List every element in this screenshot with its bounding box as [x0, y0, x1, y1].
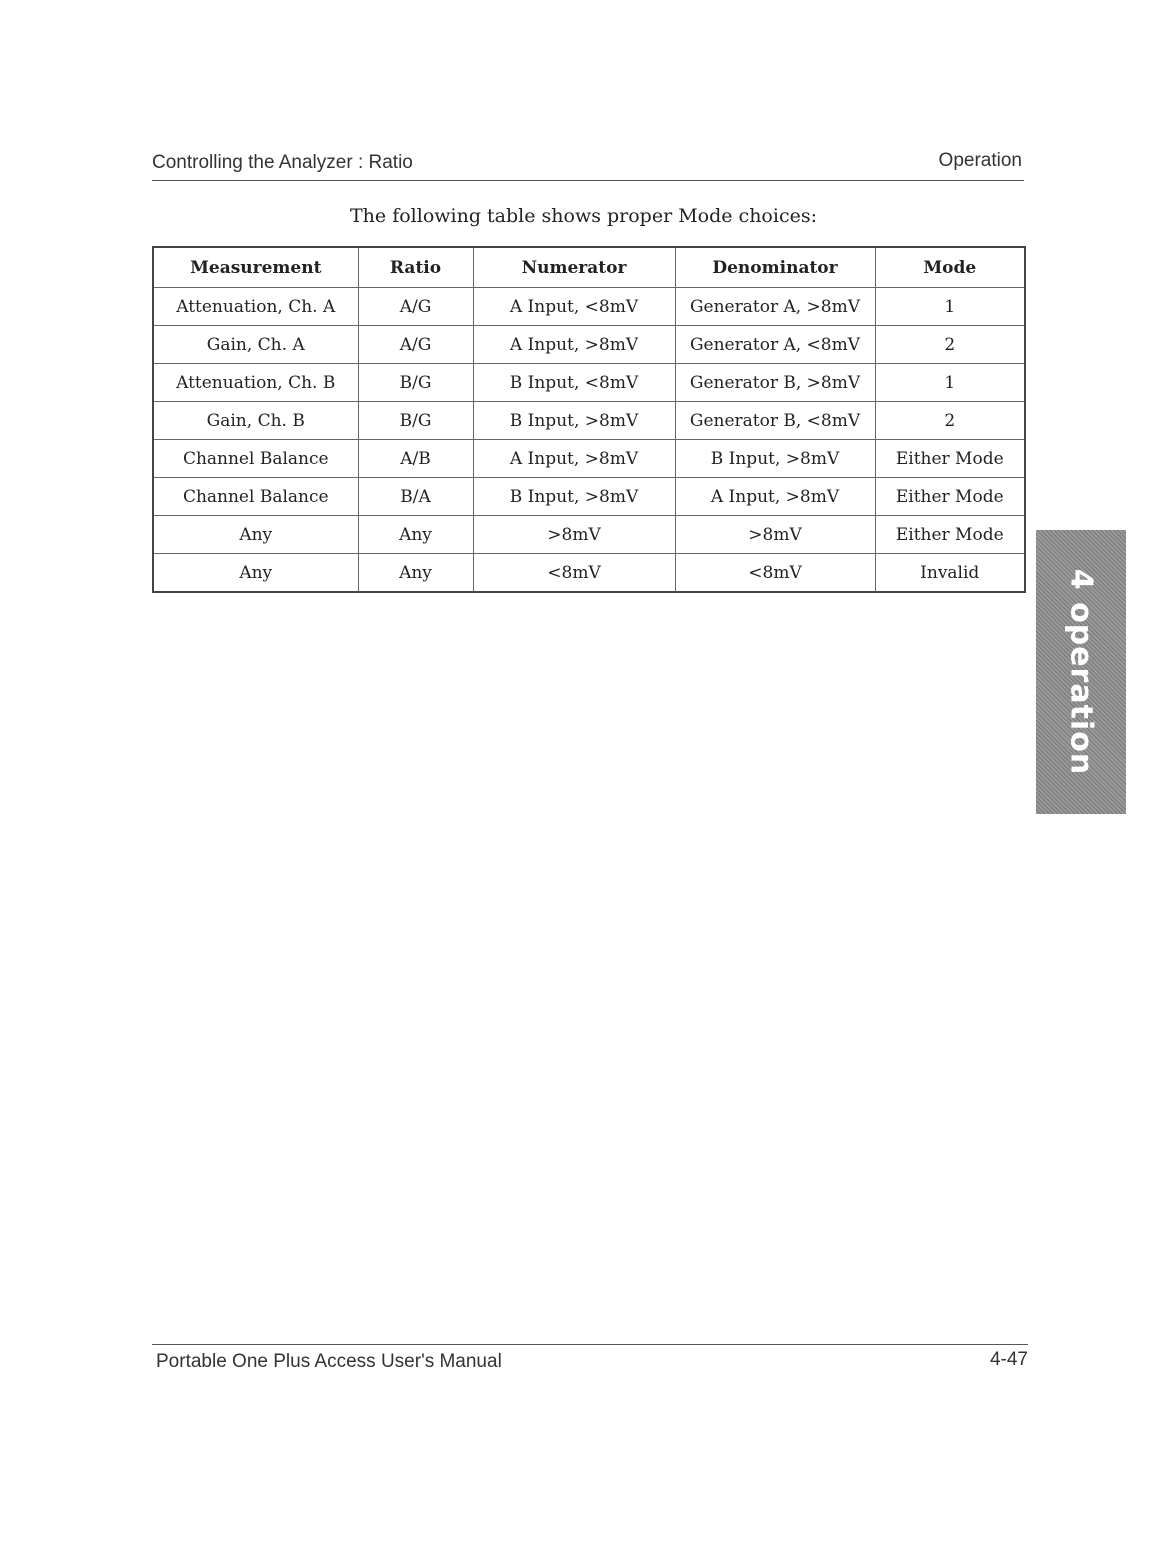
- section-title: Controlling the Analyzer : Ratio: [152, 152, 413, 173]
- table-cell: B/A: [358, 478, 473, 516]
- chapter-side-tab: [1036, 530, 1126, 814]
- table-row: [153, 364, 1025, 402]
- table-cell: Channel Balance: [153, 478, 358, 516]
- table-cell: B Input, >8mV: [473, 402, 675, 440]
- table-cell: Gain, Ch. B: [153, 402, 358, 440]
- table-cell: A/G: [358, 326, 473, 364]
- table-cell: Gain, Ch. A: [153, 326, 358, 364]
- chapter-title: Operation: [938, 150, 1022, 171]
- table-cell: Any: [153, 516, 358, 554]
- table-cell: B/G: [358, 364, 473, 402]
- page-header: [152, 150, 1024, 181]
- table-cell: Any: [358, 516, 473, 554]
- table-cell: Either Mode: [875, 440, 1025, 478]
- table-cell: B Input, >8mV: [473, 478, 675, 516]
- manual-title: Portable One Plus Access User's Manual: [156, 1351, 502, 1372]
- table-cell: Invalid: [875, 554, 1025, 593]
- table-cell: Channel Balance: [153, 440, 358, 478]
- table-cell: Any: [153, 554, 358, 593]
- table-cell: Either Mode: [875, 516, 1025, 554]
- table-row: [153, 440, 1025, 478]
- table-header-row: [153, 247, 1025, 288]
- table-cell: 2: [875, 402, 1025, 440]
- table-cell: >8mV: [675, 516, 875, 554]
- column-header-numerator: Numerator: [473, 247, 675, 288]
- table-cell: B Input, >8mV: [675, 440, 875, 478]
- table-cell: Generator B, <8mV: [675, 402, 875, 440]
- table-cell: Generator B, >8mV: [675, 364, 875, 402]
- column-header-denominator: Denominator: [675, 247, 875, 288]
- table-cell: 1: [875, 288, 1025, 326]
- table-cell: Attenuation, Ch. A: [153, 288, 358, 326]
- table-cell: 1: [875, 364, 1025, 402]
- table-row: [153, 478, 1025, 516]
- table-cell: B/G: [358, 402, 473, 440]
- page-footer: [152, 1344, 1028, 1375]
- mode-choices-table: [152, 246, 1026, 593]
- column-header-mode: Mode: [875, 247, 1025, 288]
- table-cell: Generator A, >8mV: [675, 288, 875, 326]
- table-cell: <8mV: [675, 554, 875, 593]
- table-cell: A Input, >8mV: [473, 326, 675, 364]
- table-cell: <8mV: [473, 554, 675, 593]
- table-row: [153, 516, 1025, 554]
- chapter-side-tab-label: 4 operation: [1063, 568, 1099, 776]
- column-header-measurement: Measurement: [153, 247, 358, 288]
- table-row: [153, 326, 1025, 364]
- table-row: [153, 288, 1025, 326]
- table-cell: Attenuation, Ch. B: [153, 364, 358, 402]
- table-cell: A Input, <8mV: [473, 288, 675, 326]
- table-cell: >8mV: [473, 516, 675, 554]
- column-header-ratio: Ratio: [358, 247, 473, 288]
- table-cell: B Input, <8mV: [473, 364, 675, 402]
- table-cell: Any: [358, 554, 473, 593]
- table-cell: A/B: [358, 440, 473, 478]
- intro-text: The following table shows proper Mode choices:: [350, 205, 817, 227]
- table-row: [153, 554, 1025, 593]
- table-cell: 2: [875, 326, 1025, 364]
- table-cell: A/G: [358, 288, 473, 326]
- table-row: [153, 402, 1025, 440]
- table-cell: Either Mode: [875, 478, 1025, 516]
- table-cell: A Input, >8mV: [473, 440, 675, 478]
- table-cell: Generator A, <8mV: [675, 326, 875, 364]
- page-number: 4-47: [989, 1349, 1028, 1370]
- table-cell: A Input, >8mV: [675, 478, 875, 516]
